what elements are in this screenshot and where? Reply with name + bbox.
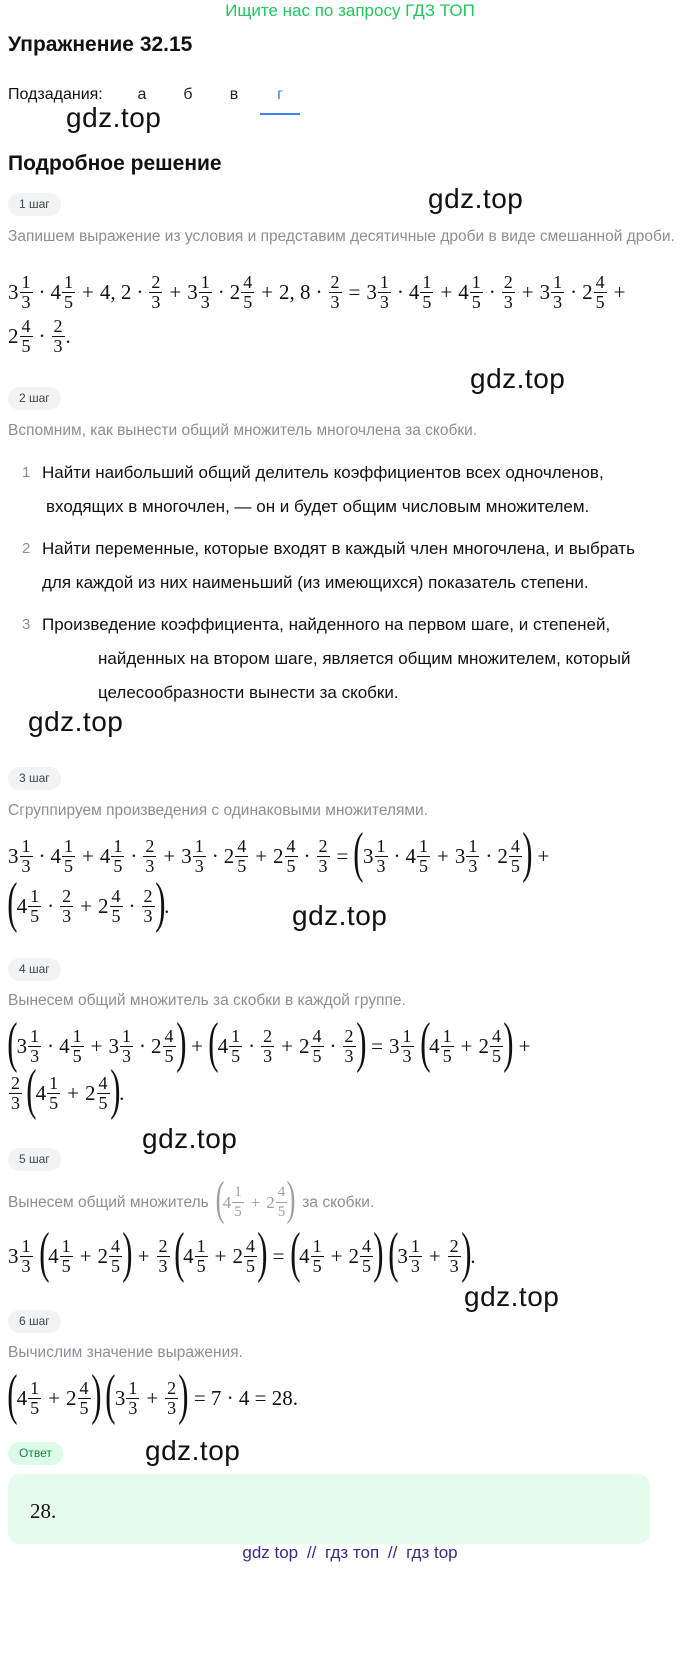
watermark: gdz.top xyxy=(66,102,162,133)
list-number: 3 xyxy=(22,616,31,633)
list-line: для каждой из них наименьший (из имеющихся) показатель степени. xyxy=(42,573,589,592)
list-text xyxy=(42,608,672,710)
step-badge: 3 шаг xyxy=(8,767,61,790)
page-title: Упражнение 32.15 xyxy=(8,33,193,56)
step-badge: 6 шаг xyxy=(8,1310,61,1333)
footer-separator: // xyxy=(387,1543,398,1562)
common-factor: ( 4 $\frac{1}{5}$ + 2 $\frac{4}{5}$ ) xyxy=(215,1172,296,1225)
step-description: Вычислим значение выражения. xyxy=(8,1344,243,1361)
answer-box xyxy=(8,1474,650,1544)
tab-v[interactable]: в xyxy=(229,86,239,103)
step4-expression-line1: ( 3 $\frac{1}{3}$ · 4 $\frac{1}{5}$ + 3 $\frac{1}{3}$ · 2 $\frac{4}{5}$ ) + ( 4 $\frac{1}{5}$ · $\frac{2}{3}$ + 2 $\frac{4}{5}$ · $\frac{2}{3}$ ) = 3 $\frac{1}{3}$ ( 4 $\frac{1}{5}$ + 2 $\frac{4}{5}$ ) + xyxy=(7,1012,531,1074)
watermark: gdz.top xyxy=(464,1281,560,1312)
list-line: Произведение коэффициента, найденного на первом шаге, и степеней, xyxy=(42,615,611,634)
list-line: Найти наибольший общий делитель коэффициентов всех одночленов, xyxy=(42,463,604,482)
step5-expression: 3 $\frac{1}{3}$ ( 4 $\frac{1}{5}$ + 2 $\frac{4}{5}$ ) + $\frac{2}{3}$ ( 4 $\frac{1}{5}$ + 2 $\frac{4}{5}$ ) = ( 4 $\frac{1}{5}$ + 2 $\frac{4}{5}$ ) ( 3 $\frac{1}{3}$ + $\frac{2}{3}$ ) . xyxy=(8,1222,476,1284)
tab-g[interactable]: г xyxy=(260,86,300,115)
list-number: 2 xyxy=(22,540,31,557)
step-description: Запишем выражение из условия и представим десятичные дроби в виде смешанной дроби. xyxy=(8,228,675,245)
list-number: 1 xyxy=(22,464,31,481)
list-text xyxy=(42,532,672,600)
footer-links xyxy=(0,1543,700,1563)
step-badge: 1 шаг xyxy=(8,193,61,216)
list-text xyxy=(42,456,672,524)
watermark: gdz.top xyxy=(470,363,566,394)
list-line: входящих в многочлен, — он и будет общим числовым множителем. xyxy=(46,497,590,516)
step-badge: 4 шаг xyxy=(8,958,61,981)
step-description xyxy=(8,1172,688,1226)
tab-b[interactable]: б xyxy=(183,86,193,103)
step3-expression-line1: 3 $\frac{1}{3}$ · 4 $\frac{1}{5}$ + 4 $\frac{1}{5}$ · $\frac{2}{3}$ + 3 $\frac{1}{3}$ · 2 $\frac{4}{5}$ + 2 $\frac{4}{5}$ · $\frac{2}{3}$ = ( 3 $\frac{1}{3}$ · 4 $\frac{1}{5}$ + 3 $\frac{1}{3}$ · 2 $\frac{4}{5}$ ) + xyxy=(8,822,550,884)
step3-expression-line2: ( 4 $\frac{1}{5}$ · $\frac{2}{3}$ + 2 $\frac{4}{5}$ · $\frac{2}{3}$ ) . xyxy=(7,872,170,934)
watermark: gdz.top xyxy=(28,706,124,737)
step1-expression-line2: 2 $\frac{4}{5}$ · $\frac{2}{3}$ . xyxy=(8,316,71,356)
step-description: Вынесем общий множитель за скобки в каждой группе. xyxy=(8,992,406,1009)
list-line: Найти переменные, которые входят в каждый член многочлена, и выбрать xyxy=(42,539,635,558)
tab-a[interactable]: а xyxy=(137,86,147,103)
step-text-after: за скобки. xyxy=(302,1193,375,1211)
list-line: целесообразности вынести за скобки. xyxy=(98,683,399,702)
step6-expression: ( 4 $\frac{1}{5}$ + 2 $\frac{4}{5}$ ) ( 3 $\frac{1}{3}$ + $\frac{2}{3}$ ) = 7 · 4 = 28. xyxy=(7,1364,298,1426)
final-result: = 7 · 4 = 28. xyxy=(193,1385,298,1410)
watermark: gdz.top xyxy=(292,900,388,931)
watermark: gdz.top xyxy=(145,1435,241,1466)
section-title: Подробное решение xyxy=(8,152,222,175)
footer-link[interactable]: гдз топ xyxy=(325,1543,380,1562)
answer-value: 28. xyxy=(30,1499,57,1523)
decimal-term: 2, 8 xyxy=(279,280,311,304)
step-badge: 2 шаг xyxy=(8,387,61,410)
step-text-before: Вынесем общий множитель xyxy=(8,1193,209,1211)
footer-link[interactable]: гдз top xyxy=(406,1543,458,1562)
footer-link[interactable]: gdz top xyxy=(242,1543,299,1562)
subtasks-label: Подзадания: xyxy=(8,86,103,103)
footer-separator: // xyxy=(306,1543,317,1562)
search-banner: Ищите нас по запросу ГДЗ ТОП xyxy=(225,1,475,20)
step-badge: 5 шаг xyxy=(8,1148,61,1171)
decimal-term: 4, 2 xyxy=(99,280,132,304)
step-description: Вспомним, как вынести общий множитель многочлена за скобки. xyxy=(8,422,478,439)
list-line: найденных на втором шаге, является общим множителем, который xyxy=(98,649,631,668)
step4-expression-line2: $\frac{2}{3}$ ( 4 $\frac{1}{5}$ + 2 $\frac{4}{5}$ ) . xyxy=(11,1059,125,1121)
watermark: gdz.top xyxy=(428,183,524,214)
step1-expression-line1: 3 $\frac{1}{3}$ · 4 $\frac{1}{5}$ + 4, 2 · $\frac{2}{3}$ + 3 $\frac{1}{3}$ · 2 $\frac{4}{5}$ + 2, 8 · $\frac{2}{3}$ = 3 $\frac{1}{3}$ · 4 $\frac{1}{5}$ + 4 $\frac{1}{5}$ · $\frac{2}{3}$ + 3 $\frac{1}{3}$ · 2 $\frac{4}{5}$ + xyxy=(8,272,626,312)
watermark: gdz.top xyxy=(142,1123,238,1154)
answer-badge: Ответ xyxy=(8,1442,63,1465)
step-description: Сгруппируем произведения с одинаковыми множителями. xyxy=(8,802,428,819)
